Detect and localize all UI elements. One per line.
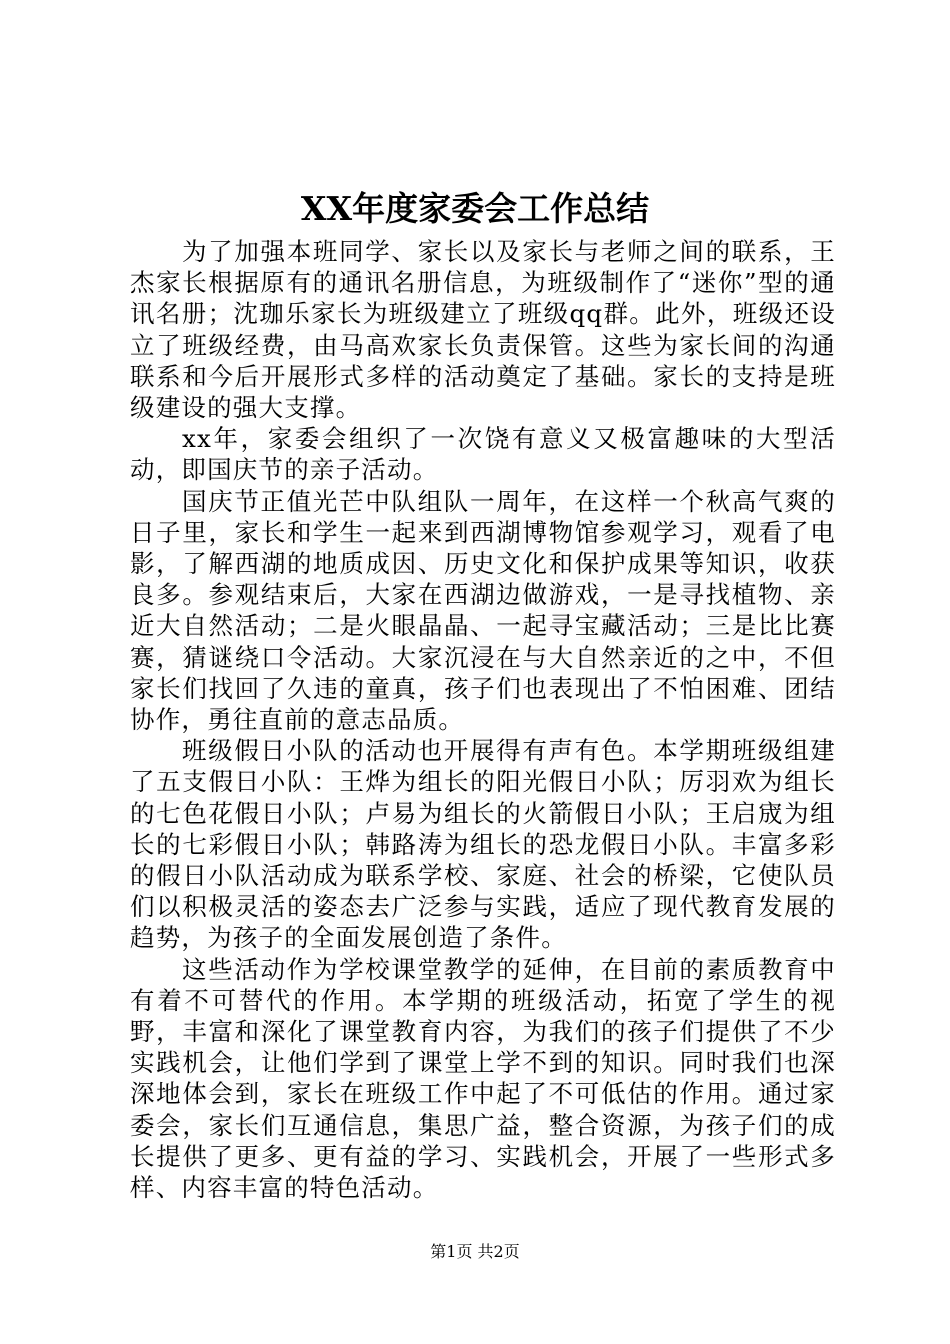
paragraph-1: 为了加强本班同学、家长以及家长与老师之间的联系，王杰家长根据原有的通讯名册信息，为班级制作了“迷你”型的通讯名册；沈珈乐家长为班级建立了班级qq群。此外，班级还设立了班级经费，由马高欢家长负责保管。这些为家长间的沟通联系和今后开展形式多样的活动奠定了基础。家长的支持是班级建设的强大支撑。	[130, 237, 836, 423]
page-number-footer: 第1页 共2页	[430, 1242, 520, 1261]
document-title: XX年度家委会工作总结	[300, 189, 650, 228]
document-body	[130, 236, 836, 1203]
paragraph-4: 班级假日小队的活动也开展得有声有色。本学期班级组建了五支假日小队：王烨为组长的阳光假日小队；厉羽欢为组长的七色花假日小队；卢易为组长的火箭假日小队；王启宬为组长的七彩假日小队；韩路涛为组长的恐龙假日小队。丰富多彩的假日小队活动成为联系学校、家庭、社会的桥梁，它使队员们以积极灵活的姿态去广泛参与实践，适应了现代教育发展的趋势，为孩子的全面发展创造了条件。	[130, 736, 836, 953]
paragraph-2: xx年，家委会组织了一次饶有意义又极富趣味的大型活动，即国庆节的亲子活动。	[130, 424, 836, 485]
paragraph-3: 国庆节正值光芒中队组队一周年，在这样一个秋高气爽的日子里，家长和学生一起来到西湖博物馆参观学习，观看了电影，了解西湖的地质成因、历史文化和保护成果等知识，收获良多。参观结束后，大家在西湖边做游戏，一是寻找植物、亲近大自然活动；二是火眼晶晶、一起寻宝藏活动；三是比比赛赛，猜谜绕口令活动。大家沉浸在与大自然亲近的之中，不但家长们找回了久违的童真，孩子们也表现出了不怕困难、团结协作，勇往直前的意志品质。	[130, 486, 836, 735]
paragraph-5: 这些活动作为学校课堂教学的延伸，在目前的素质教育中有着不可替代的作用。本学期的班级活动，拓宽了学生的视野，丰富和深化了课堂教育内容，为我们的孩子们提供了不少实践机会，让他们学到了课堂上学不到的知识。同时我们也深深地体会到，家长在班级工作中起了不可低估的作用。通过家委会，家长们互通信息，集思广益，整合资源，为孩子们的成长提供了更多、更有益的学习、实践机会，开展了一些形式多样、内容丰富的特色活动。	[130, 954, 836, 1203]
